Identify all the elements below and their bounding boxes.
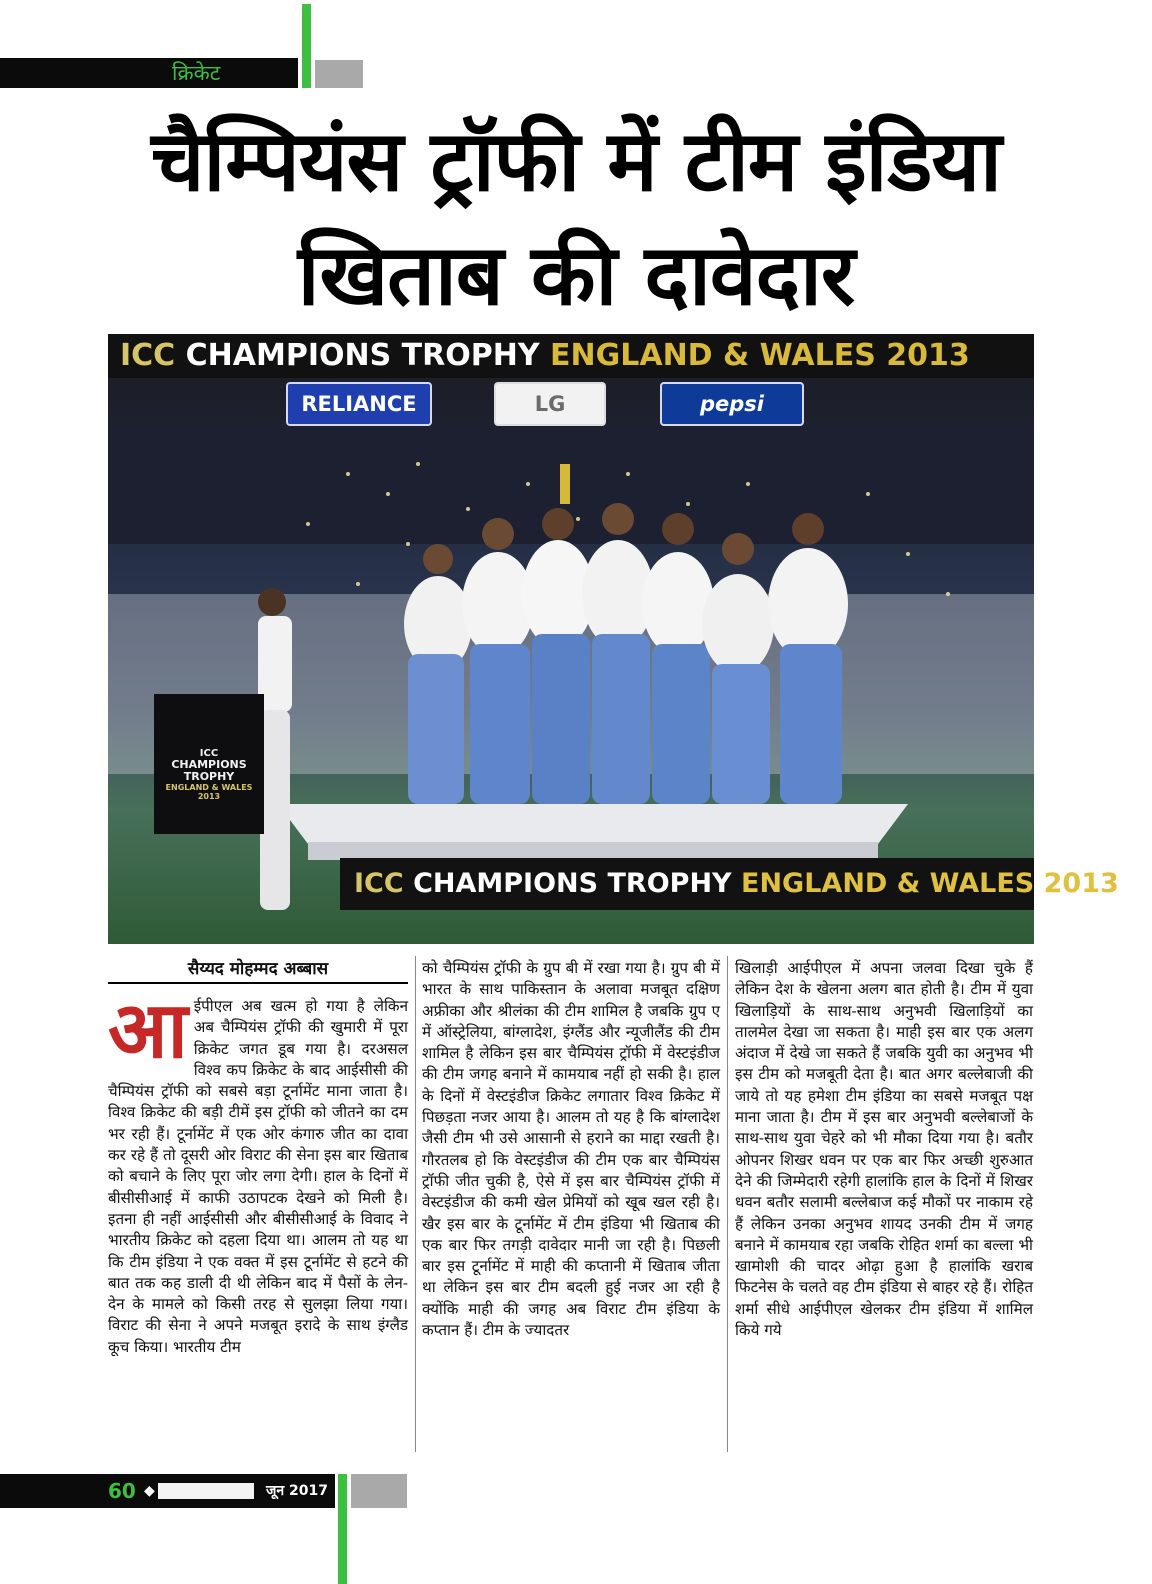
podium [278, 804, 908, 844]
author-byline: सैय्यद मोहम्मद अब्बास [187, 959, 329, 979]
banner-top [108, 334, 1034, 378]
trophy-box-line-3: ENGLAND & WALES 2013 [165, 783, 253, 801]
column-divider [727, 956, 728, 1452]
article-column-1-text: ईपीएल अब खत्म हो गया है लेकिन अब चैम्पियंस ट्रॉफी की खुमारी में पूरा क्रिकेट जगत डूब गया है। दरअसल विश्व कप क्रिकेट के बाद आईसीसी की चैम्पियंस ट्रॉफी को सबसे बड़ा टूर्नामेंट माना जाता है। विश्व क्रिकेट की बड़ी टीमें इस ट्रॉफी को जीतने का दम भर रही हैं। टूर्नामेंट में एक ओर कंगारु जीत का दावा कर रहे हैं तो दूसरी ओर विराट की सेना इस बार खिताब को बचाने के लिए पूरा जोर लगा देगी। हाल के दिनों में बीसीसीआई में काफी उठापटक देखने को मिली है। इतना ही नहीं आईसीसी और बीसीसीआई के विवाद ने भारतीय क्रिकेट को दहला दिया था। आलम तो यह था कि टीम इंडिया ने एक वक्त में इस टूर्नामेंट से हटने की बात तक कह डाली दी थी लेकिन बाद में पैसों के लेन-देन के मामले को किसी तरह से सुलझा लिया गया। विराट की सेना ने अपने मजबूत इरादे के साथ इंग्लैड कूच किया। भारतीय टीम [108, 997, 408, 1356]
article-column-2 [422, 958, 720, 1341]
footer-bar [0, 1474, 335, 1508]
gray-accent-block [315, 60, 363, 88]
article-column-3-text: खिलाड़ी आईपीएल में अपना जलवा दिखा चुके हैं लेकिन देश के खेलना अलग बात होती है। टीम में युवा खिलाड़ियों के साथ-साथ अनुभवी खिलाड़ियों का तालमेल देखा जा सकता है। माही इस बार एक अलग अंदाज में देखे जा सकते हैं जबकि युवी का अनुभव भी इस टीम को मजबूती देता है। बात अगर बल्लेबाजी की जाये तो यह हमेशा टीम इंडिया का सबसे मजबूत पक्ष माना जाता है। टीम में इस बार अनुभवी बल्लेबाजों के साथ-साथ युवा चेहरे को भी मौका दिया गया है। बतौर ओपनर शिखर धवन पर एक बार फिर अच्छी शुरुआत देने की जिम्मेदारी रहेगी हालांकि हाल के दिनों में शिखर धवन बतौर सलामी बल्लेबाज कई मौकों पर नाकाम रहे हैं लेकिन उनका अनुभव शायद उनकी टीम में जगह बनाने में कामयाब रहा जबकि रोहित शर्मा का बल्ला भी खामोशी की चादर ओढ़ा हुआ है हालांकि खराब फिटनेस के चलते वह टीम इंडिया से बाहर रहे हैं। रोहित शर्मा सीधे आईपीएल खेलकर टीम इंडिया में शामिल किये गये [735, 959, 1033, 1340]
trophy-celebration-photo [108, 334, 1119, 944]
banner-top-event: CHAMPIONS TROPHY [185, 338, 540, 373]
article-column-3 [735, 958, 1033, 1341]
banner-bottom [340, 858, 1119, 910]
byline-underline [108, 982, 408, 984]
headline-line-1: चैम्पियंस ट्रॉफी में टीम इंडिया [151, 112, 1001, 210]
headline [40, 104, 1112, 332]
banner-bottom-event: CHAMPIONS TROPHY [413, 868, 732, 899]
section-label: क्रिकेट [172, 61, 221, 85]
green-accent-rule [302, 4, 311, 88]
section-bar [0, 58, 298, 88]
issue-date: जून 2017 [266, 1483, 328, 1499]
sponsor-lg: LG [494, 382, 606, 426]
trophy-box-line-2: CHAMPIONS TROPHY [171, 758, 247, 783]
drop-cap: आ [108, 986, 188, 1076]
banner-bottom-place: ENGLAND & WALES 2013 [741, 868, 1119, 899]
footer-green-rule [338, 1474, 347, 1584]
footer-bullet: ◆ [144, 1483, 155, 1499]
trophy-display-box [154, 694, 264, 834]
footer-gray-block [351, 1474, 407, 1508]
trophy-box-line-1: ICC [199, 748, 219, 759]
banner-top-icc: ICC [120, 338, 176, 373]
article-column-1 [108, 986, 408, 1358]
headline-line-2: खिताब की दावेदार [297, 226, 855, 324]
sponsor-reliance: RELIANCE [286, 382, 432, 426]
article-column-2-text: को चैम्पियंस ट्रॉफी के ग्रुप बी में रखा गया है। ग्रुप बी में भारत के साथ पाकिस्तान के अलावा मजबूत दक्षिण अफ्रीका और श्रीलंका की टीम शामिल है जबकि ग्रुप ए में ऑस्ट्रेलिया, बांग्लादेश, इंग्लैंड और न्यूजीलैंड की टीम शामिल है लेकिन इस बार चैम्पियंस ट्रॉफी में वेस्टइंडीज की टीम जगह बनाने में कामयाब नहीं हो सकी है। हाल के दिनों में वेस्टइंडीज क्रिकेट लगातार विश्व क्रिकेट में पिछड़ता नजर आया है। आलम तो यह है कि बांग्लादेश जैसी टीम भी उसे आसानी से हराने का माद्दा रखती है। गौरतलब हो कि वेस्टइंडीज की टीम एक बार चैम्पियंस ट्रॉफी जीत चुकी है, ऐसे में इस बार चैम्पियंस ट्रॉफी में वेस्टइंडीज की कमी खेल प्रेमियों को खूब खल रही है। खैर इस बार के टूर्नामेंट में टीम इंडिया भी खिताब की एक बार फिर तगड़ी दावेदार मानी जा रही है। पिछली बार इस टूर्नामेंट में माही की कप्तानी में खिताब जीता था लेकिन इस बार टीम बदली हुई नजर आ रही है क्योंकि माही की जगह अब विराट टीम इंडिया के कप्तान हैं। टीम के ज्यादतर [422, 959, 720, 1340]
banner-top-place: ENGLAND & WALES 2013 [550, 338, 970, 373]
page-number: 60 [108, 1479, 136, 1503]
banner-bottom-icc: ICC [354, 868, 404, 899]
magazine-logo [158, 1483, 254, 1499]
column-divider [415, 956, 416, 1452]
sponsor-pepsi: pepsi [660, 382, 804, 426]
